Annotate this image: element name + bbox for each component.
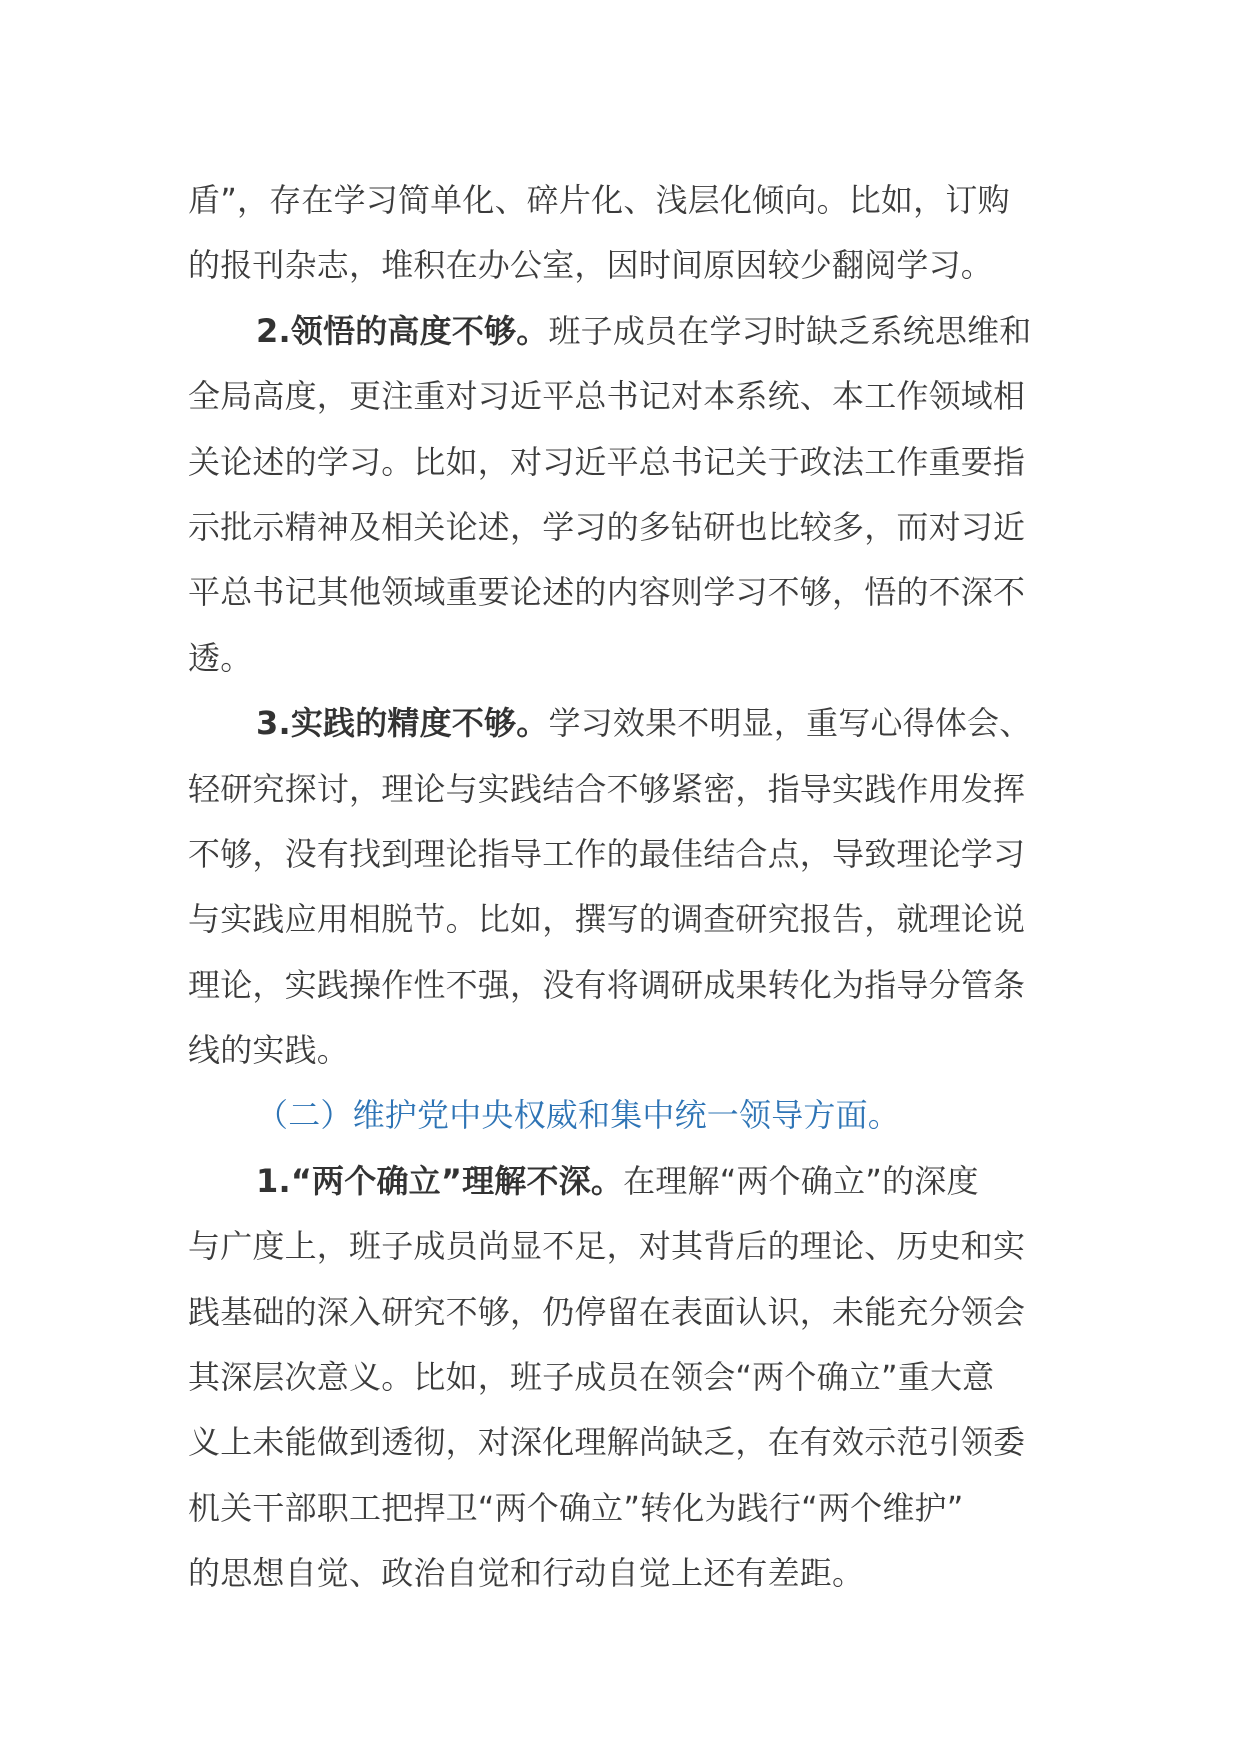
paragraph-4-line-1 <box>188 1149 1054 1214</box>
paragraph-2-line-1-text: 班子成员在学习时缺乏系统思维和 <box>548 311 1032 350</box>
document-page <box>188 168 1054 1607</box>
paragraph-2-line-1 <box>188 299 1054 364</box>
paragraph-4-line-3: 践基础的深入研究不够，仍停留在表面认识，未能充分领会 <box>188 1292 1026 1331</box>
paragraph-1-line-1: 盾”，存在学习简单化、碎片化、浅层化倾向。比如，订购 <box>188 181 1010 219</box>
paragraph-3-heading: 3.实践的精度不够。 <box>256 704 549 743</box>
paragraph-3-line-4: 与实践应用相脱节。比如，撰写的调查研究报告，就理论说 <box>188 900 1026 939</box>
paragraph-4-line-5: 义上未能做到透彻，对深化理解尚缺乏，在有效示范引领委 <box>188 1423 1026 1462</box>
section-2-heading: （二）维护党中央权威和集中统一领导方面。 <box>256 1096 901 1135</box>
paragraph-3-line-1-text: 学习效果不明显，重写心得体会、 <box>548 704 1032 743</box>
paragraph-3-line-5: 理论，实践操作性不强，没有将调研成果转化为指导分管条 <box>188 965 1026 1004</box>
paragraph-4-heading: 1.“两个确立”理解不深。 <box>256 1161 624 1200</box>
paragraph-1-line-2: 的报刊杂志，堆积在办公室，因时间原因较少翻阅学习。 <box>188 246 994 285</box>
paragraph-4-line-6: 机关干部职工把捍卫“两个确立”转化为践行“两个维护” <box>188 1488 964 1527</box>
paragraph-2-line-4: 示批示精神及相关论述，学习的多钻研也比较多，而对习近 <box>188 507 1026 546</box>
paragraph-4-line-1-text: 在理解“两个确立”的深度 <box>623 1161 979 1200</box>
paragraph-2-line-3: 关论述的学习。比如，对习近平总书记关于政法工作重要指 <box>188 442 1026 481</box>
paragraph-3-line-1 <box>188 691 1054 756</box>
paragraph-4-line-7: 的思想自觉、政治自觉和行动自觉上还有差距。 <box>188 1554 865 1593</box>
paragraph-2-line-5: 平总书记其他领域重要论述的内容则学习不够，悟的不深不 <box>188 573 1026 612</box>
paragraph-3-line-2: 轻研究探讨，理论与实践结合不够紧密，指导实践作用发挥 <box>188 769 1026 808</box>
paragraph-2-line-2: 全局高度，更注重对习近平总书记对本系统、本工作领域相 <box>188 377 1026 416</box>
paragraph-4-line-2: 与广度上，班子成员尚显不足，对其背后的理论、历史和实 <box>188 1227 1026 1266</box>
paragraph-3-line-3: 不够，没有找到理论指导工作的最佳结合点，导致理论学习 <box>188 834 1026 873</box>
paragraph-4-line-4: 其深层次意义。比如，班子成员在领会“两个确立”重大意 <box>188 1358 995 1397</box>
paragraph-3-line-6: 线的实践。 <box>188 1031 350 1070</box>
paragraph-2-line-6: 透。 <box>188 638 253 677</box>
paragraph-2-heading: 2.领悟的高度不够。 <box>256 311 549 350</box>
